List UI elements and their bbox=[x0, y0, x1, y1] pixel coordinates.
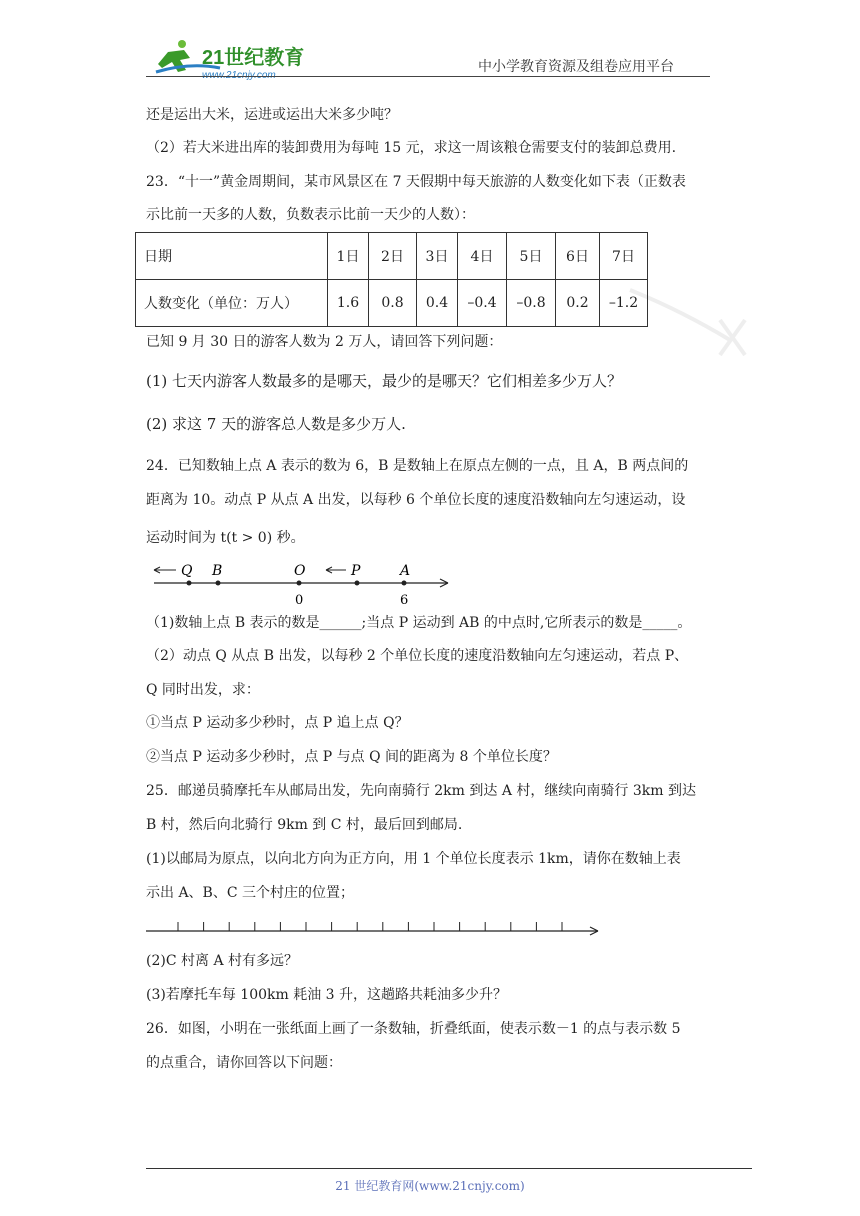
sub-question: 示出 A、B、C 三个村庄的位置； bbox=[146, 885, 355, 901]
table-row bbox=[136, 233, 648, 280]
table-cell: 1日 bbox=[328, 233, 369, 280]
platform-name: 中小学教育资源及组卷应用平台 bbox=[478, 59, 674, 75]
question-23-stem: 23．“十一”黄金周期间，某市风景区在 7 天假期中每天旅游的人数变化如下表（正数表 bbox=[146, 174, 686, 190]
point-label-a: A bbox=[400, 563, 411, 579]
blank-number-line bbox=[146, 914, 606, 938]
table-cell: –0.4 bbox=[458, 280, 507, 327]
point-b bbox=[216, 581, 221, 586]
point-o bbox=[297, 581, 302, 586]
question-24-stem: 距离为 10。动点 P 从点 A 出发，以每秒 6 个单位长度的速度沿数轴向左匀速运动，设 bbox=[146, 492, 686, 508]
logo-url: www.21cnjy.com bbox=[202, 70, 276, 81]
footer-divider bbox=[146, 1168, 752, 1169]
text-line: 已知 9 月 30 日的游客人数为 2 万人，请回答下列问题： bbox=[146, 334, 503, 350]
tick-label-0: 0 bbox=[295, 593, 304, 608]
text-line: （2）若大米进出库的装卸费用为每吨 15 元，求这一周该粮仓需要支付的装卸总费用. bbox=[146, 140, 677, 156]
question-24-stem: 24．已知数轴上点 A 表示的数为 6，B 是数轴上在原点左侧的一点，且 A，B 两点间的 bbox=[146, 458, 689, 474]
table-cell: 1.6 bbox=[328, 280, 369, 327]
table-cell: 5日 bbox=[507, 233, 556, 280]
question-26-stem: 26．如图，小明在一张纸面上画了一条数轴，折叠纸面，使表示数－1 的点与表示数 5 bbox=[146, 1021, 681, 1037]
sub-question: (2) 求这 7 天的游客总人数是多少万人. bbox=[146, 415, 406, 433]
question-26-stem: 的点重合，请你回答以下问题： bbox=[146, 1055, 342, 1071]
point-label-p: P bbox=[351, 563, 361, 579]
point-p bbox=[355, 581, 360, 586]
question-23-stem: 示比前一天多的人数，负数表示比前一天少的人数）： bbox=[146, 207, 475, 223]
sub-question: ②当点 P 运动多少秒时，点 P 与点 Q 间的距离为 8 个单位长度？ bbox=[146, 749, 557, 765]
table-cell: 日期 bbox=[136, 233, 328, 280]
sub-question: （2）动点 Q 从点 B 出发，以每秒 2 个单位长度的速度沿数轴向左匀速运动，若点 P、 bbox=[146, 648, 689, 664]
question-24-stem: 运动时间为 t(t > 0) 秒。 bbox=[146, 530, 305, 546]
table-cell: 6日 bbox=[556, 233, 600, 280]
table-row bbox=[136, 280, 648, 327]
point-label-o: O bbox=[294, 563, 306, 579]
sub-question: (2)C 村离 A 村有多远？ bbox=[146, 953, 299, 969]
table-cell: 0.4 bbox=[417, 280, 458, 327]
table-cell: 0.8 bbox=[369, 280, 417, 327]
sub-question: (1) 七天内游客人数最多的是哪天，最少的是哪天？它们相差多少万人？ bbox=[146, 372, 623, 390]
footer-text: 21 世纪教育网(www.21cnjy.com) bbox=[335, 1179, 525, 1193]
table-cell: 3日 bbox=[417, 233, 458, 280]
point-q bbox=[187, 581, 192, 586]
table-cell: 7日 bbox=[600, 233, 648, 280]
table-cell: 0.2 bbox=[556, 280, 600, 327]
table-cell: 人数变化（单位：万人） bbox=[136, 280, 328, 327]
text-line: 还是运出大米，运进或运出大米多少吨？ bbox=[146, 107, 398, 123]
table-cell: 2日 bbox=[369, 233, 417, 280]
question-25-stem: B 村，然后向北骑行 9km 到 C 村，最后回到邮局. bbox=[146, 817, 463, 833]
tick-label-6: 6 bbox=[400, 593, 409, 608]
sub-question: (3)若摩托车每 100km 耗油 3 升，这趟路共耗油多少升？ bbox=[146, 987, 508, 1003]
header-divider bbox=[146, 76, 710, 77]
sub-question: （1)数轴上点 B 表示的数是______;当点 P 运动到 AB 的中点时,它所表示的数是_____。 bbox=[146, 615, 692, 631]
point-label-q: Q bbox=[181, 563, 193, 579]
point-a bbox=[402, 581, 407, 586]
visitor-change-table bbox=[135, 232, 648, 327]
axis-ticks bbox=[178, 922, 562, 931]
question-25-stem: 25．邮递员骑摩托车从邮局出发，先向南骑行 2km 到达 A 村，继续向南骑行 3km 到达 bbox=[146, 783, 696, 799]
table-cell: –1.2 bbox=[600, 280, 648, 327]
sub-question: (1)以邮局为原点，以向北方向为正方向，用 1 个单位长度表示 1km，请你在数轴上表 bbox=[146, 851, 681, 867]
number-line-diagram bbox=[146, 560, 466, 610]
point-label-b: B bbox=[212, 563, 223, 579]
logo-title: 21世纪教育 bbox=[202, 47, 305, 69]
table-cell: 4日 bbox=[458, 233, 507, 280]
sub-question: ①当点 P 运动多少秒时，点 P 追上点 Q？ bbox=[146, 715, 409, 731]
table-cell: –0.8 bbox=[507, 280, 556, 327]
sub-question: Q 同时出发，求： bbox=[146, 682, 260, 698]
